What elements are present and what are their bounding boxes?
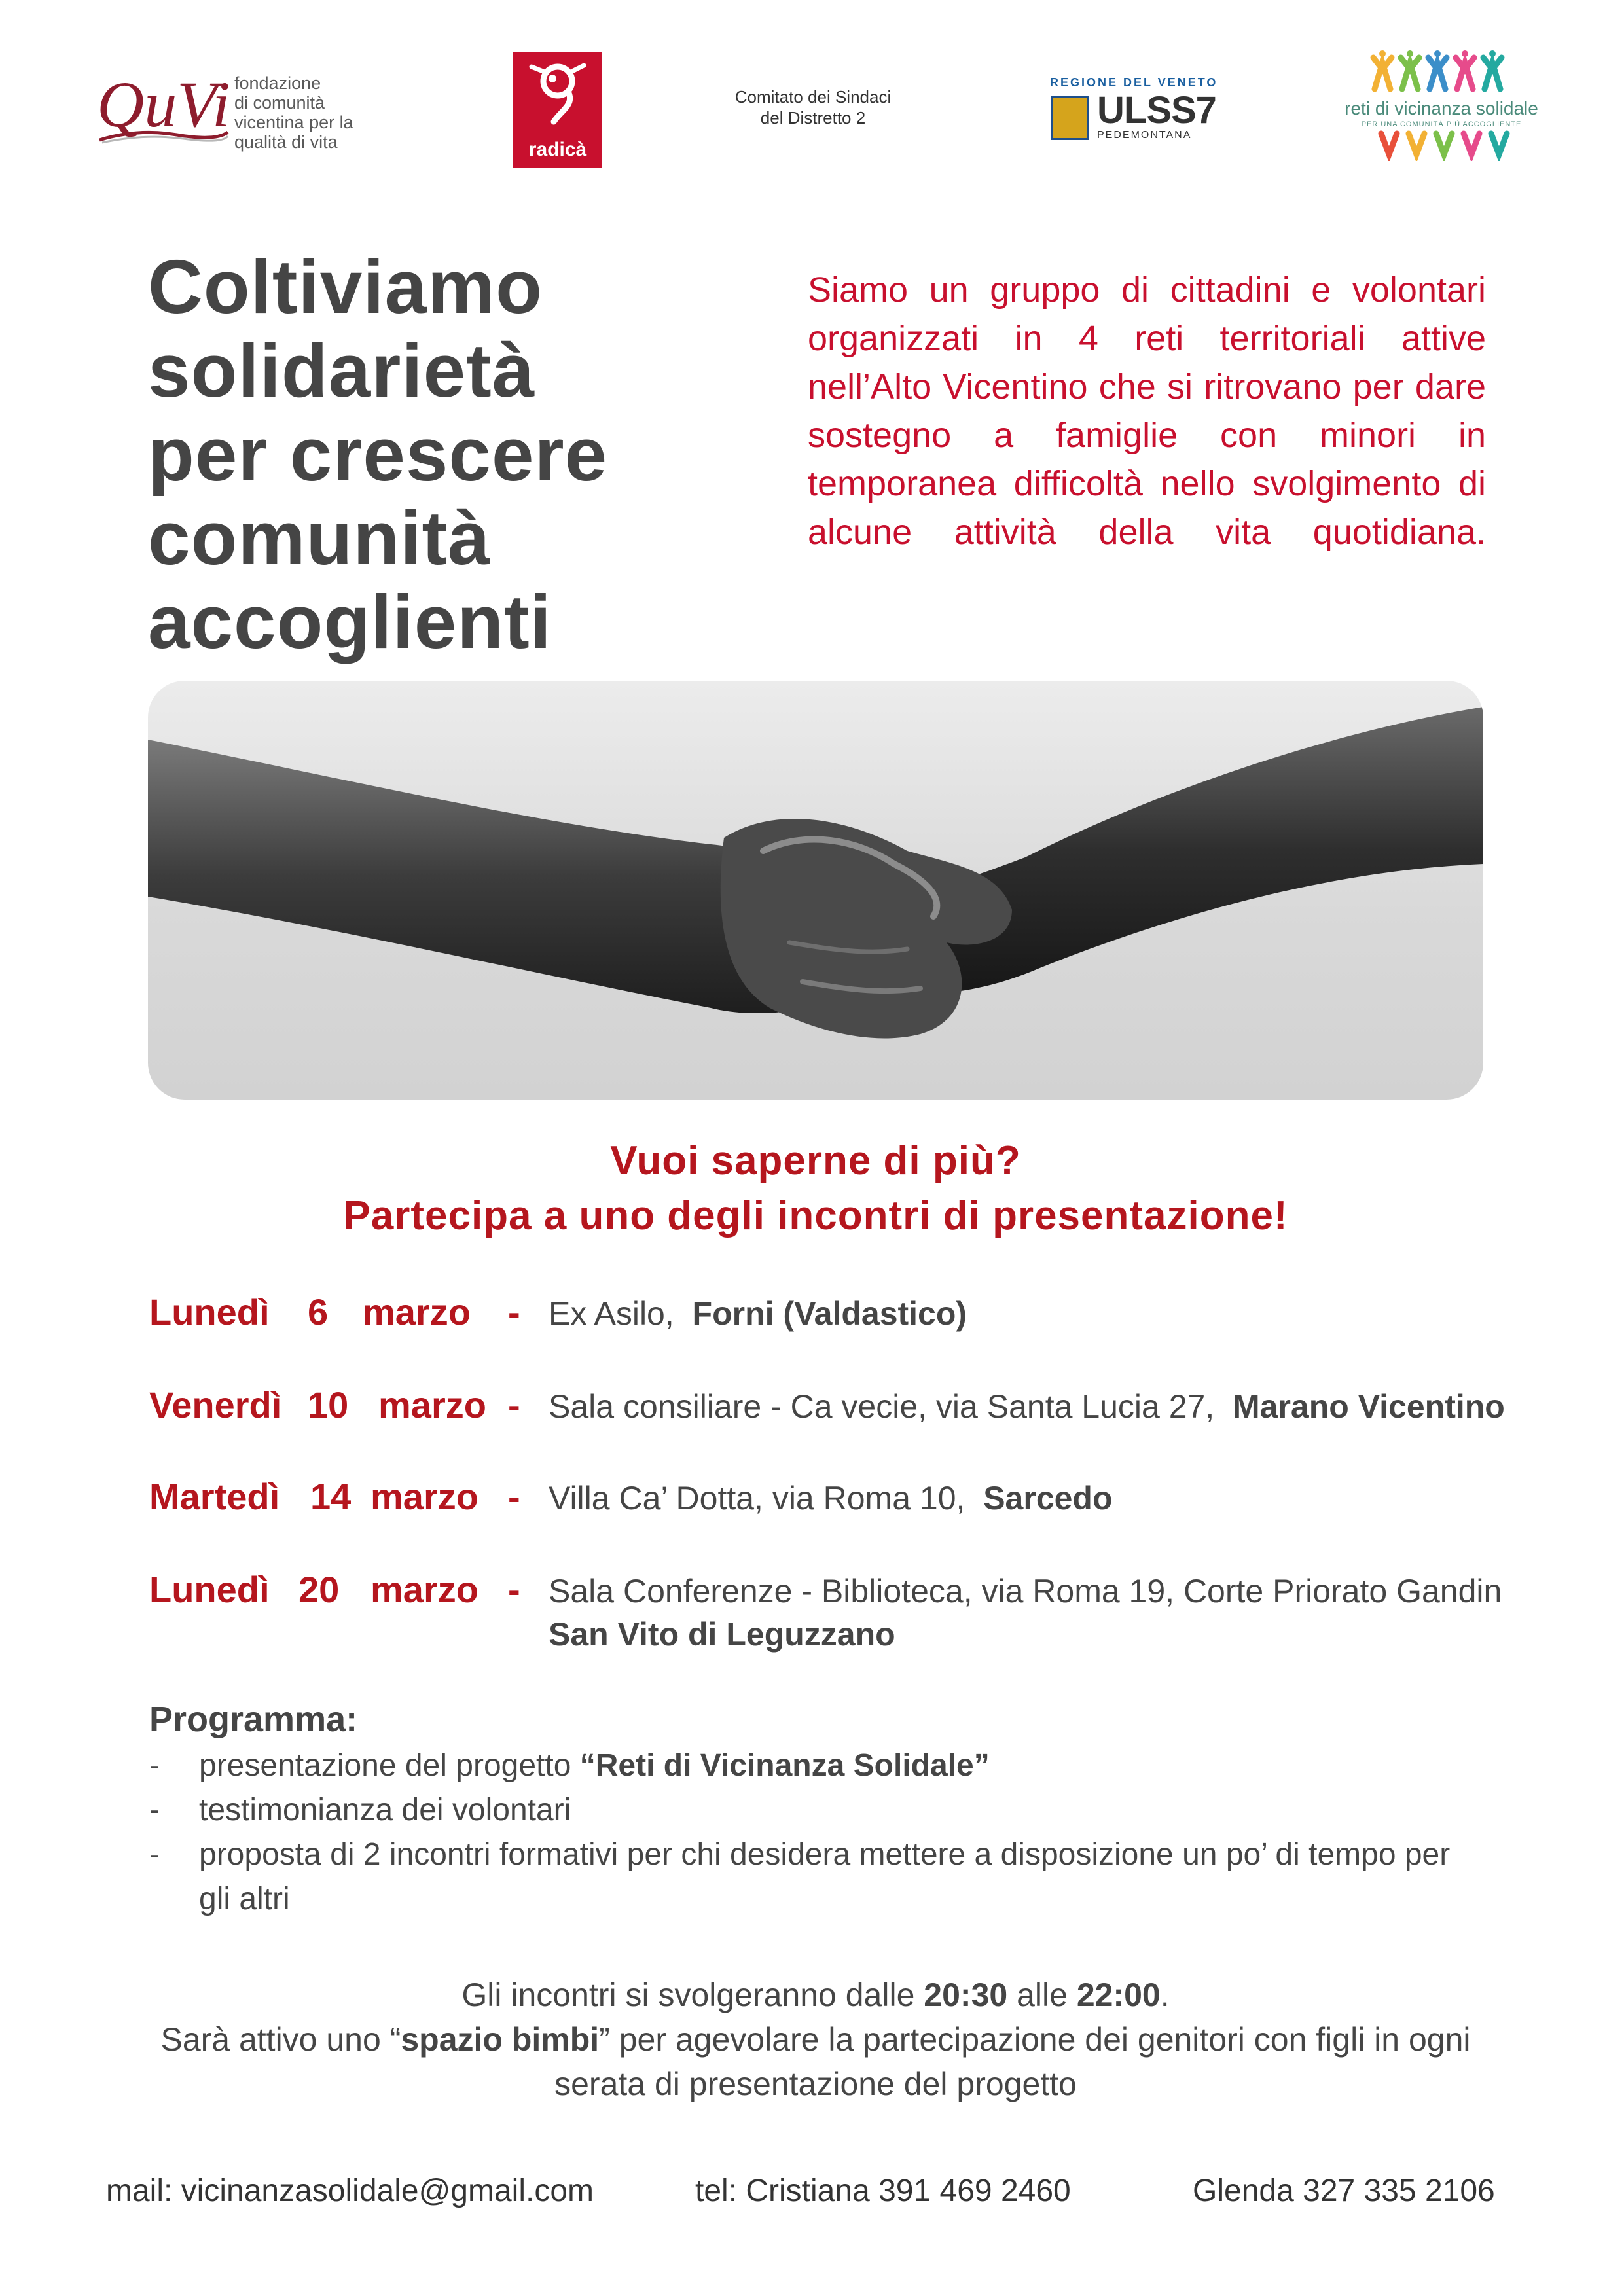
programma-list (149, 1744, 1471, 1922)
radica-word: radicà (528, 139, 587, 160)
radica-figure-icon (522, 59, 593, 130)
event-separator: - (508, 1384, 520, 1426)
cta-question: Vuoi saperne di più? (610, 1138, 1021, 1183)
comitato-line-2: del Distretto 2 (760, 108, 866, 128)
cta-invite: Partecipa a uno degli incontri di presentazione! (343, 1193, 1288, 1238)
handshake-photo (148, 681, 1483, 1100)
event-month: marzo (370, 1569, 478, 1610)
event-separator: - (508, 1476, 520, 1517)
contact-email[interactable]: mail: vicinanzasolidale@gmail.com (106, 2174, 594, 2208)
programma-item-text: proposta di 2 incontri formativi per chi desidera mettere a disposizione un po’ di tempo per gli altri (199, 1837, 1451, 1916)
event-town: San Vito di Leguzzano (549, 1616, 895, 1653)
list-bullet: - (149, 1748, 160, 1783)
event-month: marzo (363, 1291, 471, 1333)
list-bullet: - (149, 1793, 160, 1827)
event-date-number: 6 (308, 1291, 329, 1333)
childcare-label: spazio bimbi (401, 2021, 600, 2058)
quvi-line-1: fondazione (234, 73, 321, 93)
event-day: Lunedì (149, 1291, 270, 1333)
event-venue (549, 1479, 1113, 1517)
programma-item-text: testimonianza dei volontari (199, 1793, 571, 1827)
ulss-logo-sub: PEDEMONTANA (1097, 130, 1192, 141)
programma-item (149, 1788, 1471, 1833)
project-name: “Reti di Vicinanza Solidale” (579, 1748, 990, 1783)
people-figures-reflection-icon (1375, 128, 1512, 161)
start-time: 20:30 (924, 1977, 1008, 2013)
reti-logo-sub: PER UNA COMUNITÀ PIÙ ACCOGLIENTE (1361, 120, 1522, 128)
contact-phone-cristiana[interactable]: tel: Cristiana 391 469 2460 (695, 2174, 1071, 2208)
schedule-note (148, 1973, 1483, 2106)
event-venue-text: Sala consiliare - Ca vecie, via Santa Lucia 27, (549, 1388, 1215, 1425)
comitato-logo (728, 86, 898, 128)
event-date-number: 14 (310, 1476, 352, 1517)
programma-title: Programma: (149, 1700, 358, 1739)
schedule-text: . (1160, 1977, 1170, 2013)
event-day: Lunedì (149, 1569, 270, 1610)
event-venue (549, 1388, 1505, 1426)
quvi-logo-text (234, 73, 385, 152)
event-separator: - (508, 1291, 520, 1333)
event-town: Marano Vicentino (1233, 1388, 1505, 1425)
intro-paragraph: Siamo un gruppo di cittadini e volontari organizzati in 4 reti territoriali attive nell’Alto Vicentino che si ritrovano per dare sostegno a famiglie con minori in temporanea difficoltà nello svolgimento di alcune attività della vita quotidiana. (808, 270, 1486, 552)
quvi-logo-mark: QuVi (97, 68, 230, 141)
event-date-number: 20 (298, 1569, 340, 1610)
list-bullet: - (149, 1837, 160, 1872)
event-day: Venerdì (149, 1384, 282, 1426)
quvi-line-3: vicentina per la (234, 113, 353, 132)
programma-item (149, 1833, 1471, 1922)
headline (148, 245, 737, 664)
radica-logo (513, 52, 602, 168)
event-town: Sarcedo (983, 1480, 1113, 1516)
event-venue-text: Ex Asilo, (549, 1295, 674, 1332)
comitato-line-1: Comitato dei Sindaci (734, 87, 892, 107)
event-month: marzo (378, 1384, 486, 1426)
veneto-region-label: REGIONE DEL VENETO (1050, 76, 1218, 89)
headline-line-2: solidarietà (148, 328, 535, 413)
programma-item (149, 1744, 1471, 1788)
childcare-text: Sarà attivo uno “ (160, 2021, 401, 2058)
event-town: Forni (Valdastico) (692, 1295, 967, 1332)
veneto-lion-icon (1051, 96, 1089, 140)
event-venue-text: Sala Conferenze - Biblioteca, via Roma 19, Corte Priorato Gandin (549, 1573, 1502, 1609)
people-figures-icon (1368, 50, 1512, 96)
quvi-line-2: di comunità (234, 93, 325, 113)
quvi-swoosh-icon (98, 128, 229, 144)
contact-phone-glenda[interactable]: Glenda 327 335 2106 (1193, 2174, 1495, 2208)
clasped-arms-illustration (148, 681, 1483, 1100)
headline-line-1: Coltiviamo (148, 244, 543, 329)
event-separator: - (508, 1569, 520, 1610)
schedule-text: Gli incontri si svolgeranno dalle (461, 1977, 924, 2013)
event-venue-text: Villa Ca’ Dotta, via Roma 10, (549, 1480, 965, 1516)
headline-line-5: accoglienti (148, 579, 552, 664)
ulss-logo-name: ULSS7 (1097, 89, 1216, 132)
headline-line-4: comunità (148, 495, 491, 581)
event-date-number: 10 (308, 1384, 349, 1426)
headline-line-3: per crescere (148, 412, 608, 497)
event-day: Martedì (149, 1476, 280, 1517)
event-venue (549, 1295, 967, 1333)
reti-logo-name: reti di vicinanza solidale (1344, 98, 1538, 118)
quvi-line-4: qualità di vita (234, 132, 338, 152)
end-time: 22:00 (1076, 1977, 1161, 2013)
programma-item-text: presentazione del progetto (199, 1748, 580, 1783)
event-month: marzo (370, 1476, 478, 1517)
childcare-text: ” per agevolare la partecipazione dei genitori con figli in ogni serata di presentazione del progetto (554, 2021, 1471, 2102)
schedule-text: alle (1007, 1977, 1077, 2013)
